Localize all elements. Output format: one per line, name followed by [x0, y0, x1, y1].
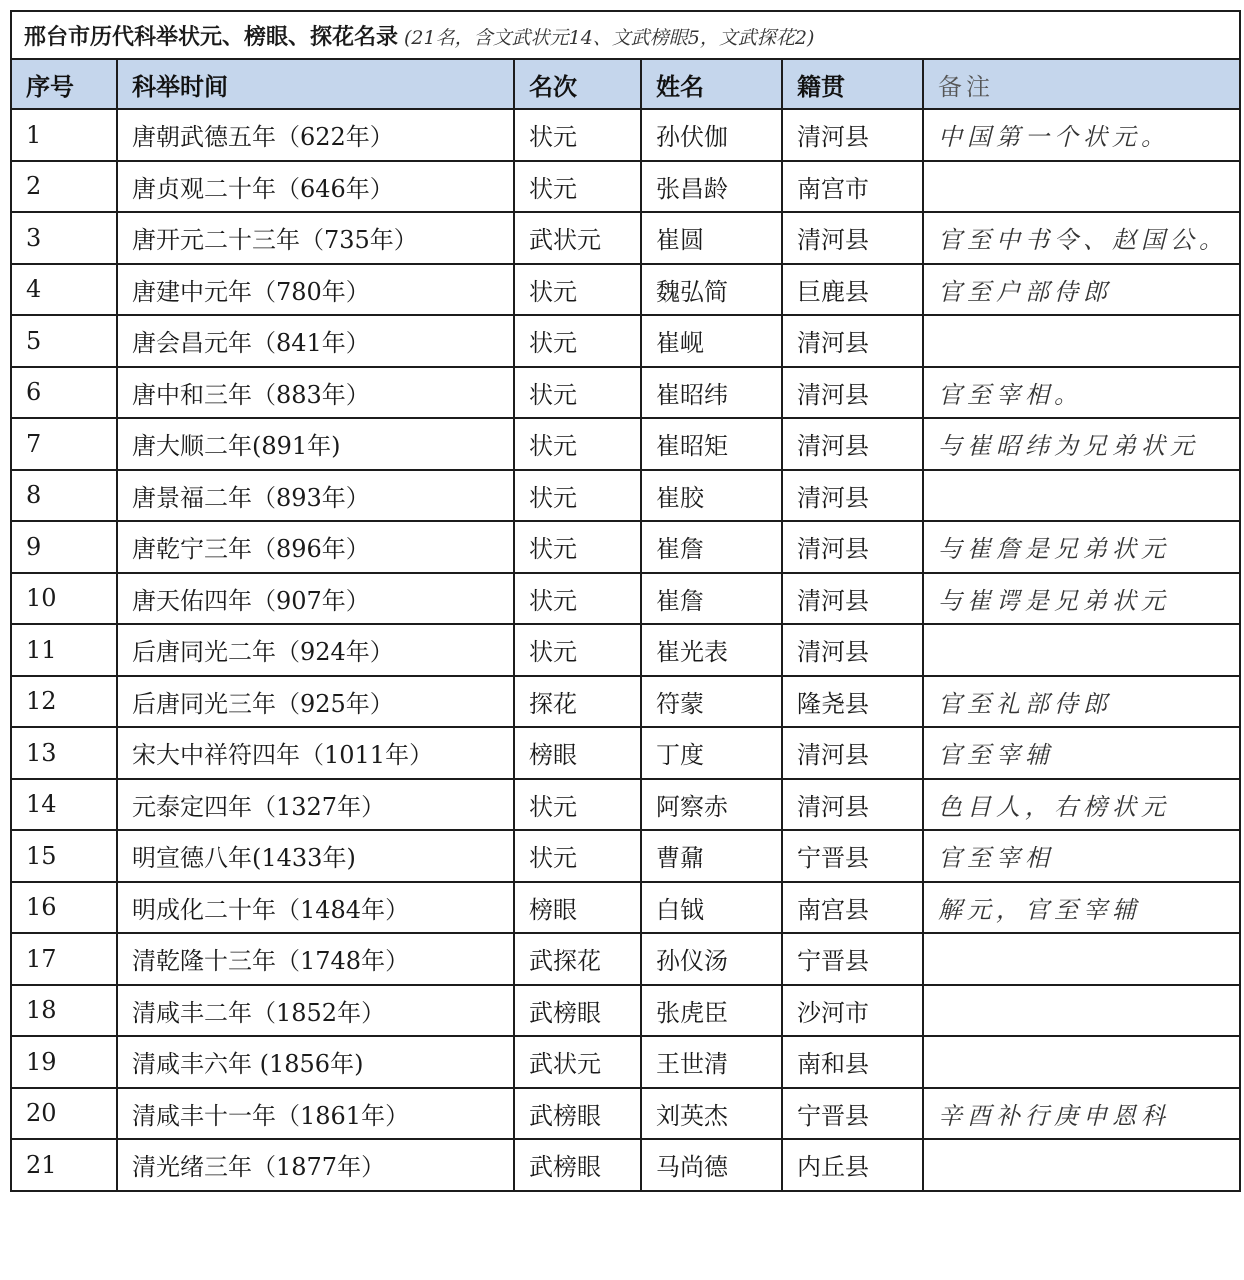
cell-rank: 榜眼	[514, 727, 641, 779]
cell-name: 魏弘简	[641, 264, 782, 316]
header-origin: 籍贯	[782, 59, 923, 109]
cell-origin: 巨鹿县	[782, 264, 923, 316]
cell-number: 17	[11, 933, 117, 985]
cell-origin: 清河县	[782, 727, 923, 779]
cell-number: 11	[11, 624, 117, 676]
cell-rank: 状元	[514, 521, 641, 573]
cell-number: 15	[11, 830, 117, 882]
cell-exam-time: 清咸丰六年 (1856年)	[117, 1036, 514, 1088]
cell-note: 官至户部侍郎	[923, 264, 1240, 316]
cell-origin: 清河县	[782, 418, 923, 470]
cell-name: 崔胶	[641, 470, 782, 522]
cell-exam-time: 清光绪三年（1877年）	[117, 1139, 514, 1191]
cell-exam-time: 清咸丰二年（1852年）	[117, 985, 514, 1037]
cell-rank: 状元	[514, 573, 641, 625]
cell-rank: 状元	[514, 367, 641, 419]
cell-name: 张昌龄	[641, 161, 782, 213]
table-row	[11, 521, 1240, 573]
cell-number: 16	[11, 882, 117, 934]
cell-note: 官至宰相。	[923, 367, 1240, 419]
cell-exam-time: 元泰定四年（1327年）	[117, 779, 514, 831]
table-row	[11, 161, 1240, 213]
cell-origin: 宁晋县	[782, 1088, 923, 1140]
cell-name: 符蒙	[641, 676, 782, 728]
table-row	[11, 1139, 1240, 1191]
cell-rank: 状元	[514, 830, 641, 882]
cell-exam-time: 明宣德八年(1433年)	[117, 830, 514, 882]
cell-rank: 武榜眼	[514, 1139, 641, 1191]
table-title-main: 邢台市历代科举状元、榜眼、探花名录	[24, 23, 399, 50]
cell-rank: 状元	[514, 470, 641, 522]
table-row	[11, 727, 1240, 779]
cell-note	[923, 1139, 1240, 1191]
table-row	[11, 470, 1240, 522]
cell-origin: 清河县	[782, 109, 923, 161]
cell-number: 20	[11, 1088, 117, 1140]
cell-number: 3	[11, 212, 117, 264]
cell-origin: 清河县	[782, 573, 923, 625]
cell-rank: 武状元	[514, 212, 641, 264]
cell-exam-time: 清咸丰十一年（1861年）	[117, 1088, 514, 1140]
cell-name: 王世清	[641, 1036, 782, 1088]
cell-note: 与崔谔是兄弟状元	[923, 573, 1240, 625]
cell-note	[923, 933, 1240, 985]
cell-note: 官至宰相	[923, 830, 1240, 882]
cell-exam-time: 后唐同光二年（924年）	[117, 624, 514, 676]
cell-rank: 榜眼	[514, 882, 641, 934]
cell-exam-time: 唐景福二年（893年）	[117, 470, 514, 522]
cell-name: 崔昭矩	[641, 418, 782, 470]
cell-origin: 内丘县	[782, 1139, 923, 1191]
cell-number: 13	[11, 727, 117, 779]
cell-rank: 状元	[514, 418, 641, 470]
table-row	[11, 109, 1240, 161]
cell-origin: 清河县	[782, 470, 923, 522]
table-row	[11, 933, 1240, 985]
table-row	[11, 573, 1240, 625]
cell-number: 18	[11, 985, 117, 1037]
cell-note	[923, 470, 1240, 522]
cell-name: 崔昭纬	[641, 367, 782, 419]
table-row	[11, 367, 1240, 419]
cell-name: 马尚德	[641, 1139, 782, 1191]
cell-name: 曹鼐	[641, 830, 782, 882]
cell-name: 孙仪汤	[641, 933, 782, 985]
cell-rank: 状元	[514, 315, 641, 367]
cell-origin: 清河县	[782, 779, 923, 831]
cell-note: 官至礼部侍郎	[923, 676, 1240, 728]
cell-origin: 南宫县	[782, 882, 923, 934]
header-name: 姓名	[641, 59, 782, 109]
table-row	[11, 985, 1240, 1037]
cell-name: 刘英杰	[641, 1088, 782, 1140]
table-row	[11, 315, 1240, 367]
cell-number: 7	[11, 418, 117, 470]
cell-name: 丁度	[641, 727, 782, 779]
cell-rank: 武榜眼	[514, 985, 641, 1037]
table-title-subtitle: (21名，含文武状元14、文武榜眼5，文武探花2)	[404, 26, 815, 49]
cell-exam-time: 唐天佑四年（907年）	[117, 573, 514, 625]
cell-number: 5	[11, 315, 117, 367]
cell-name: 张虎臣	[641, 985, 782, 1037]
cell-name: 崔岘	[641, 315, 782, 367]
cell-origin: 沙河市	[782, 985, 923, 1037]
cell-note	[923, 985, 1240, 1037]
cell-origin: 清河县	[782, 315, 923, 367]
cell-exam-time: 唐朝武德五年（622年）	[117, 109, 514, 161]
table-row	[11, 264, 1240, 316]
cell-rank: 状元	[514, 109, 641, 161]
cell-name: 孙伏伽	[641, 109, 782, 161]
header-rank: 名次	[514, 59, 641, 109]
cell-origin: 清河县	[782, 212, 923, 264]
cell-rank: 武探花	[514, 933, 641, 985]
cell-note: 色目人，右榜状元	[923, 779, 1240, 831]
cell-name: 阿察赤	[641, 779, 782, 831]
cell-exam-time: 清乾隆十三年（1748年）	[117, 933, 514, 985]
cell-note	[923, 315, 1240, 367]
cell-origin: 南宫市	[782, 161, 923, 213]
cell-origin: 宁晋县	[782, 933, 923, 985]
header-exam-time: 科举时间	[117, 59, 514, 109]
table-row	[11, 418, 1240, 470]
table-row	[11, 212, 1240, 264]
table-row	[11, 1088, 1240, 1140]
examination-table-sheet	[10, 10, 1239, 1192]
cell-rank: 状元	[514, 161, 641, 213]
cell-exam-time: 唐会昌元年（841年）	[117, 315, 514, 367]
cell-exam-time: 唐开元二十三年（735年）	[117, 212, 514, 264]
cell-number: 1	[11, 109, 117, 161]
examination-table	[10, 10, 1241, 1192]
cell-exam-time: 唐大顺二年(891年)	[117, 418, 514, 470]
cell-origin: 南和县	[782, 1036, 923, 1088]
cell-rank: 状元	[514, 624, 641, 676]
cell-note: 辛酉补行庚申恩科	[923, 1088, 1240, 1140]
cell-number: 19	[11, 1036, 117, 1088]
header-number: 序号	[11, 59, 117, 109]
cell-rank: 状元	[514, 779, 641, 831]
cell-note: 与崔昭纬为兄弟状元	[923, 418, 1240, 470]
cell-exam-time: 唐贞观二十年（646年）	[117, 161, 514, 213]
cell-rank: 武榜眼	[514, 1088, 641, 1140]
cell-note: 解元，官至宰辅	[923, 882, 1240, 934]
cell-number: 6	[11, 367, 117, 419]
cell-note: 官至中书令、赵国公。	[923, 212, 1240, 264]
cell-exam-time: 唐乾宁三年（896年）	[117, 521, 514, 573]
table-header-row	[11, 59, 1240, 109]
cell-number: 12	[11, 676, 117, 728]
cell-number: 10	[11, 573, 117, 625]
cell-name: 白钺	[641, 882, 782, 934]
cell-name: 崔詹	[641, 521, 782, 573]
cell-note	[923, 161, 1240, 213]
cell-origin: 宁晋县	[782, 830, 923, 882]
cell-number: 21	[11, 1139, 117, 1191]
cell-exam-time: 后唐同光三年（925年）	[117, 676, 514, 728]
cell-number: 9	[11, 521, 117, 573]
cell-exam-time: 明成化二十年（1484年）	[117, 882, 514, 934]
cell-number: 8	[11, 470, 117, 522]
cell-note	[923, 624, 1240, 676]
table-row	[11, 882, 1240, 934]
cell-origin: 清河县	[782, 521, 923, 573]
cell-rank: 武状元	[514, 1036, 641, 1088]
header-note: 备注	[923, 59, 1240, 109]
cell-note	[923, 1036, 1240, 1088]
cell-note: 官至宰辅	[923, 727, 1240, 779]
cell-name: 崔詹	[641, 573, 782, 625]
cell-rank: 状元	[514, 264, 641, 316]
cell-name: 崔圆	[641, 212, 782, 264]
table-row	[11, 830, 1240, 882]
cell-rank: 探花	[514, 676, 641, 728]
cell-origin: 清河县	[782, 367, 923, 419]
cell-exam-time: 唐建中元年（780年）	[117, 264, 514, 316]
cell-number: 14	[11, 779, 117, 831]
cell-note: 与崔詹是兄弟状元	[923, 521, 1240, 573]
table-title	[11, 11, 1240, 59]
table-body	[11, 109, 1240, 1191]
table-row	[11, 779, 1240, 831]
cell-number: 4	[11, 264, 117, 316]
cell-exam-time: 唐中和三年（883年）	[117, 367, 514, 419]
table-title-row	[11, 11, 1240, 59]
cell-origin: 隆尧县	[782, 676, 923, 728]
table-row	[11, 1036, 1240, 1088]
table-row	[11, 676, 1240, 728]
cell-exam-time: 宋大中祥符四年（1011年）	[117, 727, 514, 779]
cell-name: 崔光表	[641, 624, 782, 676]
cell-number: 2	[11, 161, 117, 213]
table-row	[11, 624, 1240, 676]
cell-origin: 清河县	[782, 624, 923, 676]
cell-note: 中国第一个状元。	[923, 109, 1240, 161]
